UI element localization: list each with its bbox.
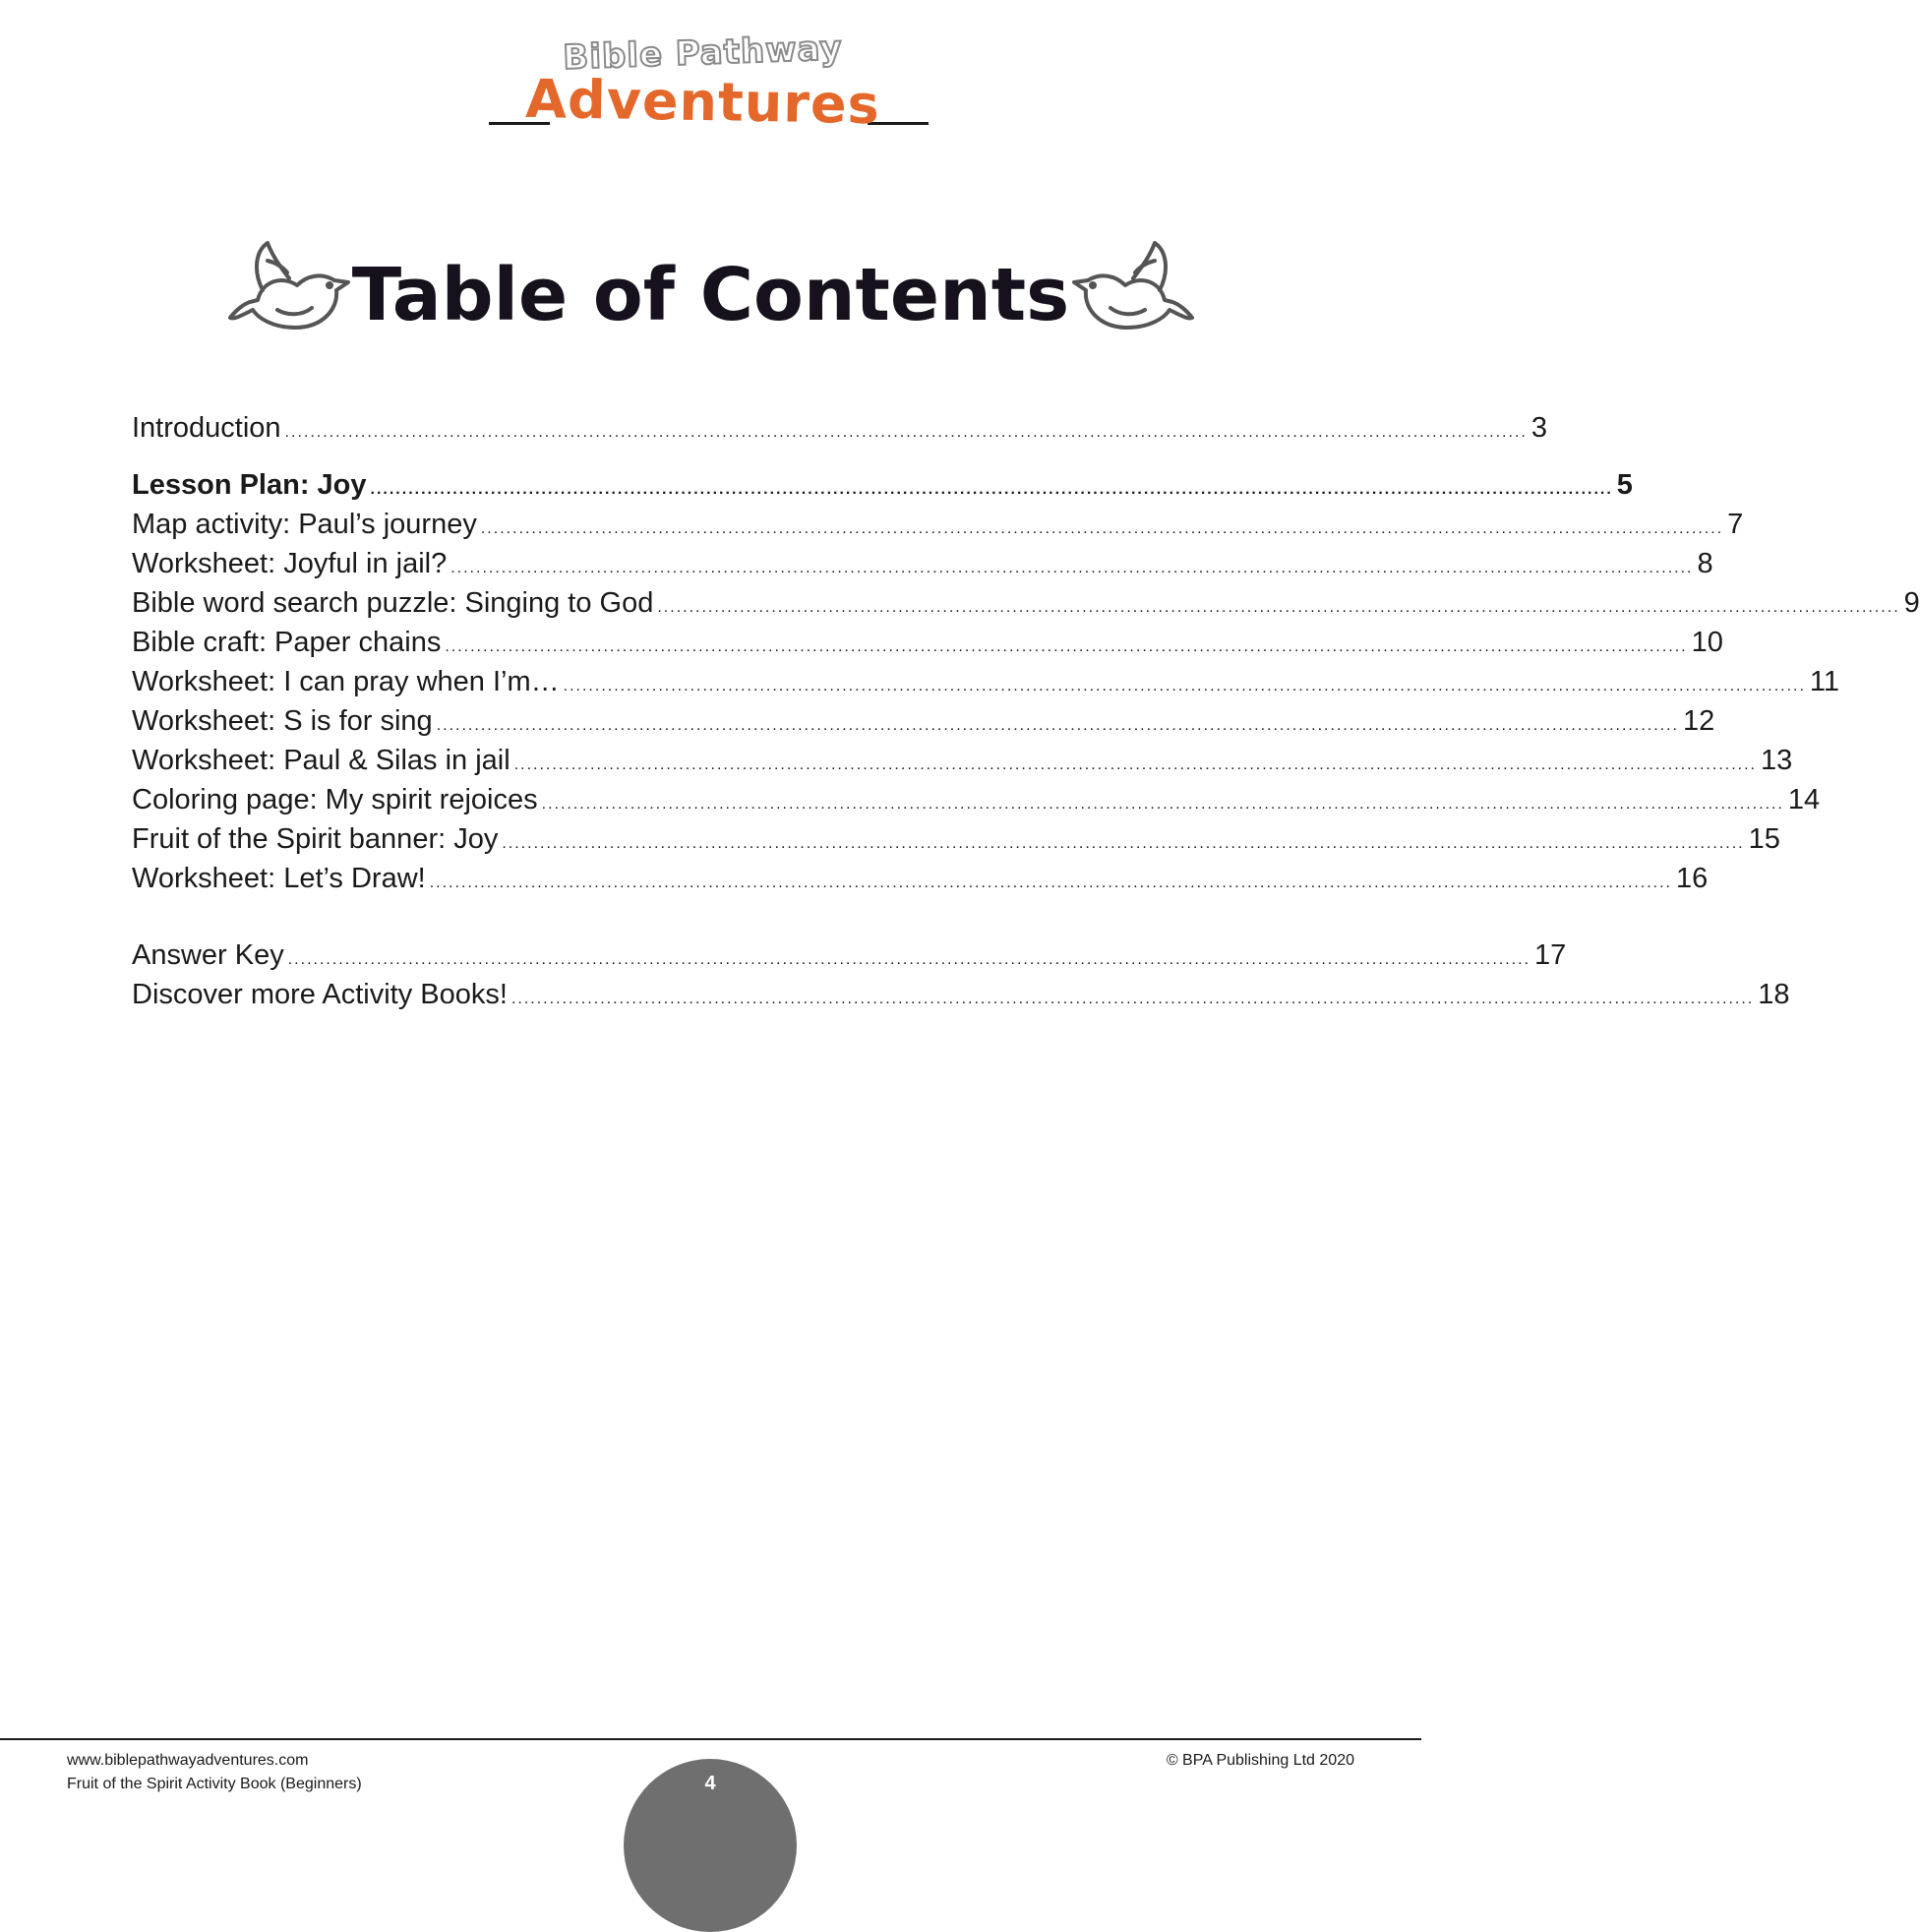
toc-page: 13	[1760, 745, 1793, 776]
toc-entry-introduction[interactable]	[132, 408, 1547, 448]
toc-entry[interactable]	[132, 583, 1920, 623]
toc-label: Worksheet: Paul & Silas in jail	[132, 745, 510, 776]
page-title: Table of Contents	[351, 253, 1070, 337]
toc-label: Fruit of the Spirit banner: Joy	[132, 823, 499, 855]
toc-label: Answer Key	[132, 939, 284, 971]
toc-entry[interactable]	[132, 505, 1744, 544]
toc-leader: ....................................................................................................................................................................................................	[436, 717, 1679, 734]
toc-leader: ....................................................................................................................................................................................................	[450, 560, 1694, 576]
toc-page: 8	[1697, 548, 1713, 579]
page-number: 4	[704, 1773, 716, 1794]
toc-entry-discover-more[interactable]	[132, 975, 1790, 1014]
toc-leader: ....................................................................................................................................................................................................	[541, 796, 1784, 813]
toc-label: Coloring page: My spirit rejoices	[132, 784, 538, 815]
footer-website-link[interactable]: www.biblepathwayadventures.com	[67, 1752, 309, 1769]
toc-leader: ....................................................................................................................................................................................................	[445, 638, 1688, 655]
toc-page: 14	[1787, 784, 1821, 815]
toc-label: Worksheet: I can pray when I’m…	[132, 666, 560, 697]
toc-entry[interactable]	[132, 741, 1793, 780]
footer-copyright: © BPA Publishing Ltd 2020	[1166, 1752, 1354, 1769]
toc-entry[interactable]	[132, 623, 1723, 662]
toc-page: 3	[1530, 412, 1547, 444]
toc-page: 15	[1748, 823, 1780, 855]
toc-leader: ....................................................................................................................................................................................................	[287, 951, 1531, 968]
toc-label: Bible word search puzzle: Singing to God	[132, 587, 654, 619]
footer-book-title: Fruit of the Spirit Activity Book (Beginners)	[67, 1776, 362, 1792]
dove-icon	[1066, 231, 1194, 349]
toc-leader: ....................................................................................................................................................................................................	[429, 875, 1672, 891]
toc-entry[interactable]	[132, 544, 1713, 583]
toc-label: Worksheet: S is for sing	[132, 705, 433, 737]
toc-leader: ....................................................................................................................................................................................................	[284, 424, 1528, 441]
logo-text-bottom: Adventures	[524, 67, 881, 137]
toc-page: 11	[1809, 666, 1840, 697]
toc-leader: ....................................................................................................................................................................................................	[502, 835, 1745, 852]
toc-label: Bible craft: Paper chains	[132, 627, 442, 658]
toc-label: Worksheet: Let’s Draw!	[132, 863, 426, 894]
toc-entry[interactable]	[132, 780, 1821, 819]
toc-entry[interactable]	[132, 701, 1715, 741]
toc-leader: ....................................................................................................................................................................................................	[513, 756, 1757, 773]
toc-page: 17	[1534, 939, 1567, 971]
toc-entry[interactable]	[132, 662, 1840, 701]
toc-label: Map activity: Paul’s journey	[132, 509, 477, 540]
brand-logo	[0, 30, 1421, 138]
table-of-contents	[132, 408, 1920, 1014]
logo-text-top: Bible Pathway	[562, 29, 844, 78]
toc-entry[interactable]	[132, 819, 1780, 859]
toc-label: Worksheet: Joyful in jail?	[132, 548, 448, 579]
toc-leader: ....................................................................................................................................................................................................	[510, 991, 1755, 1007]
toc-page: 16	[1676, 863, 1709, 894]
toc-entry-lesson-plan[interactable]	[132, 465, 1633, 505]
toc-leader: ....................................................................................................................................................................................................	[370, 481, 1613, 498]
toc-label: Discover more Activity Books!	[132, 979, 508, 1010]
toc-page: 9	[1903, 587, 1920, 619]
toc-entry-answer-key[interactable]	[132, 936, 1567, 975]
toc-leader: ....................................................................................................................................................................................................	[480, 520, 1724, 537]
toc-page: 18	[1758, 979, 1790, 1010]
toc-leader: ....................................................................................................................................................................................................	[563, 678, 1806, 694]
toc-label: Introduction	[132, 412, 281, 444]
toc-page: 10	[1691, 627, 1723, 658]
toc-page: 5	[1616, 469, 1633, 501]
toc-label: Lesson Plan: Joy	[132, 469, 367, 501]
footer-left	[67, 1749, 362, 1796]
toc-leader: ....................................................................................................................................................................................................	[657, 599, 1900, 616]
toc-page: 7	[1727, 509, 1744, 540]
title-row	[0, 231, 1421, 359]
toc-page: 12	[1682, 705, 1715, 737]
toc-entry[interactable]	[132, 859, 1709, 898]
footer-divider	[0, 1738, 1421, 1740]
